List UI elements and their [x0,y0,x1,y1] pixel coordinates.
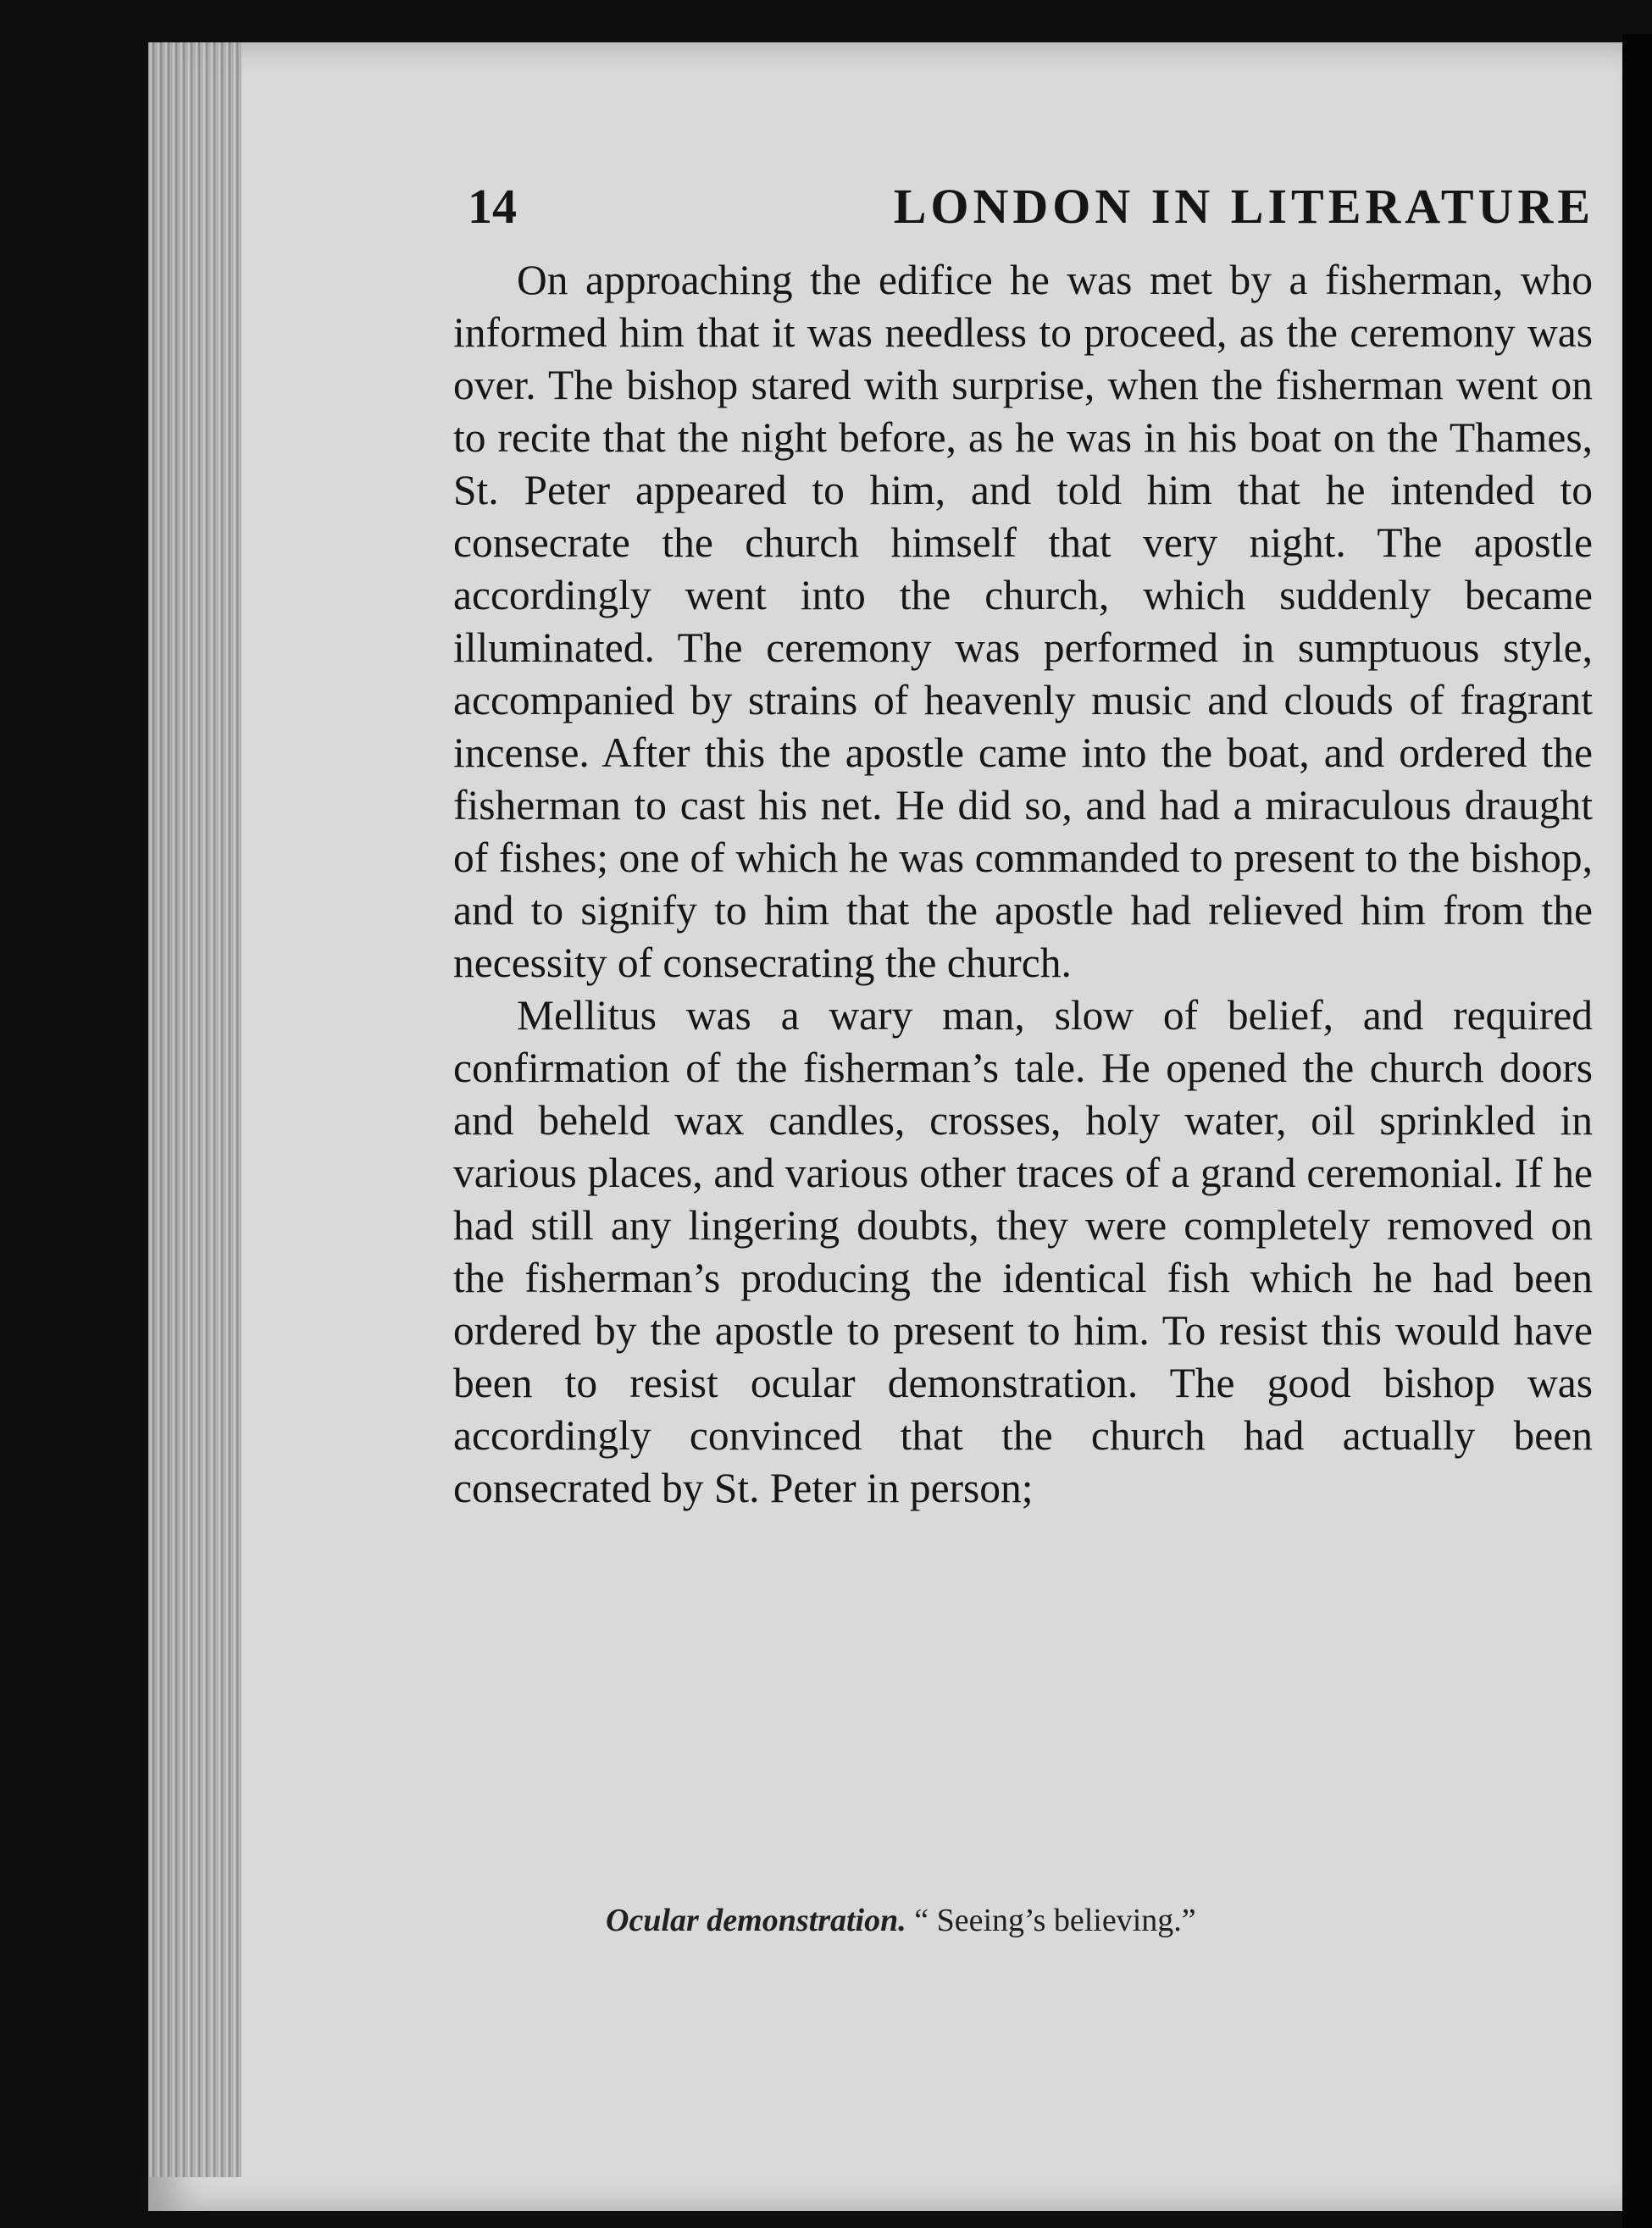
footnote [606,1902,1538,1939]
footnote-term: Ocular demonstration. [606,1903,906,1938]
paragraph-1: On approaching the edifice he was met by a fisherman, who informed him that it was needless to proceed, as the ceremony was over. The bishop stared with surprise, when the fisherman went on to recite that the night before, as he was in his boat on the Thames, St. Peter appeared to him, and told him that he intended to consecrate the church himself that very night. The apostle accordingly went into the church, which suddenly became illuminated. The ceremony was performed in sumptuous style, accompanied by strains of heavenly music and clouds of fragrant incense. After this the apostle came into the boat, and ordered the fisherman to cast his net. He did so, and had a miraculous draught of fishes; one of which he was commanded to present to the bishop, and to signify to him that the apostle had relieved him from the necessity of consecrating the church. [453,257,1593,986]
paragraph-2: Mellitus was a wary man, slow of belief, and required confirmation of the fisherman’s tale. He opened the church doors and beheld wax candles, crosses, holy water, oil sprinkled in various places, and various other traces of a grand ceremonial. If he had still any lingering doubts, they were completely removed on the fisherman’s producing the identical fish which he had been ordered by the apostle to present to him. To resist this would have been to resist ocular demonstration. The good bishop was accordingly convinced that the church had actually been consecrated by St. Peter in person; [453,992,1593,1511]
page-number: 14 [468,179,517,234]
scan-border [1622,34,1652,2228]
running-header [468,178,1594,246]
running-title: LONDON IN LITERATURE [893,179,1594,234]
footnote-gloss: “ Seeing’s believing.” [914,1903,1196,1938]
page-gutter-edges [148,42,241,2177]
body-text [453,254,1593,1515]
